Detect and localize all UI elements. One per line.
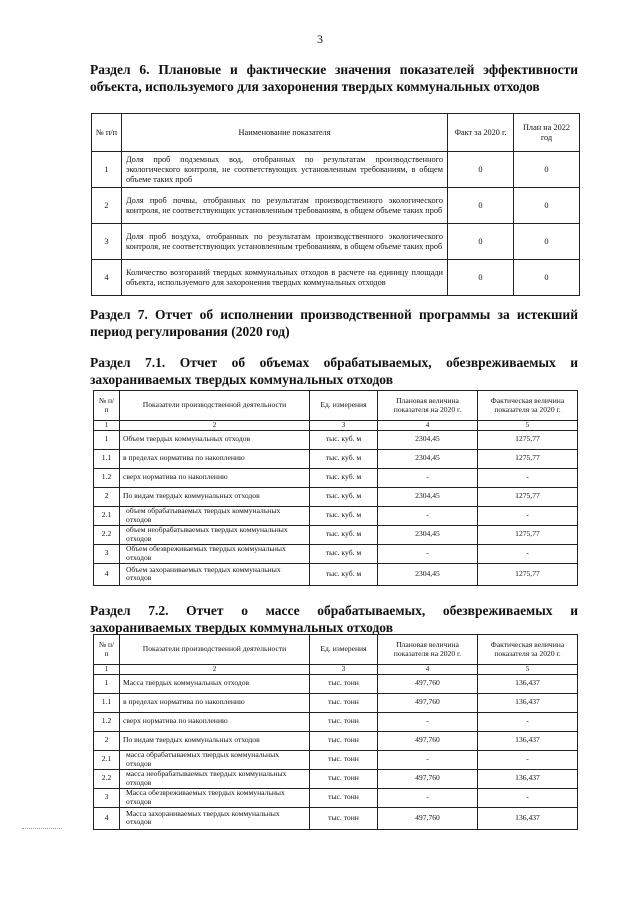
- plan-value: 0: [514, 152, 580, 188]
- column-number: 1: [94, 665, 120, 675]
- fact-value: 1275,77: [478, 430, 578, 449]
- table-row: [94, 544, 578, 563]
- section7-title: Раздел 7. Отчет об исполнении производственной программы за истекший период регулирования (2020 год): [90, 307, 578, 339]
- plan-value: 2304,45: [378, 430, 478, 449]
- fact-value: -: [478, 544, 578, 563]
- fact-value: 0: [448, 188, 514, 224]
- indicator-name: в пределах норматива по накоплению: [120, 449, 310, 468]
- plan-value: -: [378, 788, 478, 807]
- row-number: 2.1: [94, 750, 120, 769]
- unit: тыс. тонн: [310, 769, 378, 788]
- indicator-name: сверх норматива по накоплению: [120, 468, 310, 487]
- row-number: 4: [94, 807, 120, 829]
- fact-value: 0: [448, 260, 514, 296]
- unit: тыс. куб. м: [310, 468, 378, 487]
- header-cell: № п/п: [94, 391, 120, 421]
- indicator-name: масса обрабатываемых твердых коммунальных отходов: [120, 750, 310, 769]
- header-cell: Показатели производственной деятельности: [120, 635, 310, 665]
- table-row: [94, 807, 578, 829]
- indicator-name: Объем твердых коммунальных отходов: [120, 430, 310, 449]
- plan-value: -: [378, 750, 478, 769]
- indicator-name: Масса захораниваемых твердых коммунальных отходов: [120, 807, 310, 829]
- fact-value: 1275,77: [478, 487, 578, 506]
- table-row: [94, 731, 578, 750]
- row-number: 2: [94, 487, 120, 506]
- column-number-row: [94, 665, 578, 675]
- fact-value: 136,437: [478, 807, 578, 829]
- row-number: 2.1: [94, 506, 120, 525]
- table-header-row: [94, 391, 578, 421]
- row-number: 3: [92, 224, 122, 260]
- indicator-name: объем обрабатываемых твердых коммунальных отходов: [120, 506, 310, 525]
- column-number: 1: [94, 421, 120, 431]
- section71-title: Раздел 7.1. Отчет об объемах обрабатываемых, обезвреживаемых и захораниваемых твердых коммунальных отходов: [90, 355, 578, 387]
- table-row: [94, 674, 578, 693]
- indicator-name: Масса твердых коммунальных отходов: [120, 674, 310, 693]
- table-row: [94, 487, 578, 506]
- plan-value: -: [378, 468, 478, 487]
- indicator-name: Количество возгораний твердых коммунальных отходов в расчете на единицу площади объекта, используемого для захоронения твердых коммунальных отходов: [122, 260, 448, 296]
- header-cell: Ед. измерения: [310, 635, 378, 665]
- indicator-name: объем необрабатываемых твердых коммунальных отходов: [120, 525, 310, 544]
- header-cell: План на 2022 год: [514, 114, 580, 152]
- column-number: 3: [310, 665, 378, 675]
- section71-table: [93, 390, 578, 586]
- plan-value: 2304,45: [378, 487, 478, 506]
- fact-value: -: [478, 788, 578, 807]
- indicator-name: Объем захораниваемых твердых коммунальных отходов: [120, 563, 310, 585]
- plan-value: 497,760: [378, 693, 478, 712]
- section6-title: Раздел 6. Плановые и фактические значения показателей эффективности объекта, используемого для захоронения твердых коммунальных отходов: [90, 62, 578, 94]
- row-number: 2.2: [94, 525, 120, 544]
- table-header-row: [92, 114, 580, 152]
- header-cell: Плановая величина показателя на 2020 г.: [378, 635, 478, 665]
- plan-value: 497,760: [378, 674, 478, 693]
- indicator-name: По видам твердых коммунальных отходов: [120, 731, 310, 750]
- header-cell: № п/п: [92, 114, 122, 152]
- plan-value: 497,760: [378, 731, 478, 750]
- table-row: [94, 525, 578, 544]
- table-row: [92, 152, 580, 188]
- header-cell: Ед. измерения: [310, 391, 378, 421]
- plan-value: 2304,45: [378, 525, 478, 544]
- column-number: 2: [120, 421, 310, 431]
- row-number: 1.2: [94, 468, 120, 487]
- fact-value: -: [478, 468, 578, 487]
- row-number: 1: [94, 430, 120, 449]
- unit: тыс. куб. м: [310, 487, 378, 506]
- scan-artifact: [22, 828, 62, 830]
- unit: тыс. куб. м: [310, 449, 378, 468]
- fact-value: 1275,77: [478, 449, 578, 468]
- plan-value: -: [378, 712, 478, 731]
- column-number: 4: [378, 421, 478, 431]
- row-number: 1.1: [94, 693, 120, 712]
- table-row: [94, 468, 578, 487]
- indicator-name: сверх норматива по накоплению: [120, 712, 310, 731]
- plan-value: 2304,45: [378, 563, 478, 585]
- indicator-name: в пределах норматива по накоплению: [120, 693, 310, 712]
- column-number-row: [94, 421, 578, 431]
- column-number: 2: [120, 665, 310, 675]
- table-row: [94, 563, 578, 585]
- plan-value: -: [378, 544, 478, 563]
- fact-value: 136,437: [478, 731, 578, 750]
- fact-value: -: [478, 712, 578, 731]
- indicator-name: Доля проб воздуха, отобранных по результатам производственного экологического контроля, не соответствующих установленным требованиям, в общем объеме таких проб: [122, 224, 448, 260]
- indicator-name: По видам твердых коммунальных отходов: [120, 487, 310, 506]
- unit: тыс. тонн: [310, 788, 378, 807]
- unit: тыс. куб. м: [310, 544, 378, 563]
- column-number: 5: [478, 421, 578, 431]
- unit: тыс. куб. м: [310, 525, 378, 544]
- row-number: 2: [92, 188, 122, 224]
- table-row: [94, 430, 578, 449]
- header-cell: Фактическая величина показателя за 2020 г.: [478, 391, 578, 421]
- row-number: 2: [94, 731, 120, 750]
- fact-value: -: [478, 750, 578, 769]
- row-number: 4: [92, 260, 122, 296]
- indicator-name: Доля проб почвы, отобранных по результатам производственного экологического контроля, не соответствующих установленным требованиям, в общем объеме таких проб: [122, 188, 448, 224]
- unit: тыс. тонн: [310, 693, 378, 712]
- plan-value: 497,760: [378, 807, 478, 829]
- table-row: [94, 712, 578, 731]
- fact-value: -: [478, 506, 578, 525]
- page-number: 3: [317, 32, 323, 46]
- plan-value: 0: [514, 188, 580, 224]
- unit: тыс. тонн: [310, 712, 378, 731]
- row-number: 4: [94, 563, 120, 585]
- table-row: [92, 188, 580, 224]
- column-number: 3: [310, 421, 378, 431]
- table-row: [94, 693, 578, 712]
- header-cell: Наименование показателя: [122, 114, 448, 152]
- indicator-name: Доля проб подземных вод, отобранных по результатам производственного экологического контроля, не соответствующих установленным требованиям, в общем объеме таких проб: [122, 152, 448, 188]
- row-number: 3: [94, 788, 120, 807]
- table-row: [94, 750, 578, 769]
- unit: тыс. тонн: [310, 731, 378, 750]
- unit: тыс. тонн: [310, 807, 378, 829]
- column-number: 5: [478, 665, 578, 675]
- plan-value: 2304,45: [378, 449, 478, 468]
- fact-value: 136,437: [478, 693, 578, 712]
- table-row: [92, 224, 580, 260]
- row-number: 1.1: [94, 449, 120, 468]
- column-number: 4: [378, 665, 478, 675]
- table-row: [94, 506, 578, 525]
- row-number: 1: [92, 152, 122, 188]
- header-cell: Факт за 2020 г.: [448, 114, 514, 152]
- fact-value: 1275,77: [478, 563, 578, 585]
- indicator-name: масса необрабатываемых твердых коммунальных отходов: [120, 769, 310, 788]
- section72-title: Раздел 7.2. Отчет о массе обрабатываемых, обезвреживаемых и захораниваемых твердых коммунальных отходов: [90, 603, 578, 635]
- header-cell: Плановая величина показателя на 2020 г.: [378, 391, 478, 421]
- unit: тыс. куб. м: [310, 506, 378, 525]
- row-number: 2.2: [94, 769, 120, 788]
- fact-value: 1275,77: [478, 525, 578, 544]
- plan-value: 497,760: [378, 769, 478, 788]
- fact-value: 136,437: [478, 674, 578, 693]
- table-row: [94, 788, 578, 807]
- section72-table: [93, 634, 578, 830]
- indicator-name: Масса обезвреживаемых твердых коммунальных отходов: [120, 788, 310, 807]
- unit: тыс. куб. м: [310, 563, 378, 585]
- row-number: 1: [94, 674, 120, 693]
- table-header-row: [94, 635, 578, 665]
- table-row: [92, 260, 580, 296]
- fact-value: 0: [448, 152, 514, 188]
- header-cell: Показатели производственной деятельности: [120, 391, 310, 421]
- header-cell: № п/п: [94, 635, 120, 665]
- fact-value: 136,437: [478, 769, 578, 788]
- unit: тыс. куб. м: [310, 430, 378, 449]
- table-row: [94, 449, 578, 468]
- table-row: [94, 769, 578, 788]
- plan-value: 0: [514, 260, 580, 296]
- unit: тыс. тонн: [310, 750, 378, 769]
- plan-value: -: [378, 506, 478, 525]
- row-number: 3: [94, 544, 120, 563]
- row-number: 1.2: [94, 712, 120, 731]
- plan-value: 0: [514, 224, 580, 260]
- section6-table: [91, 113, 580, 296]
- header-cell: Фактическая величина показателя за 2020 г.: [478, 635, 578, 665]
- unit: тыс. тонн: [310, 674, 378, 693]
- indicator-name: Объем обезвреживаемых твердых коммунальных отходов: [120, 544, 310, 563]
- fact-value: 0: [448, 224, 514, 260]
